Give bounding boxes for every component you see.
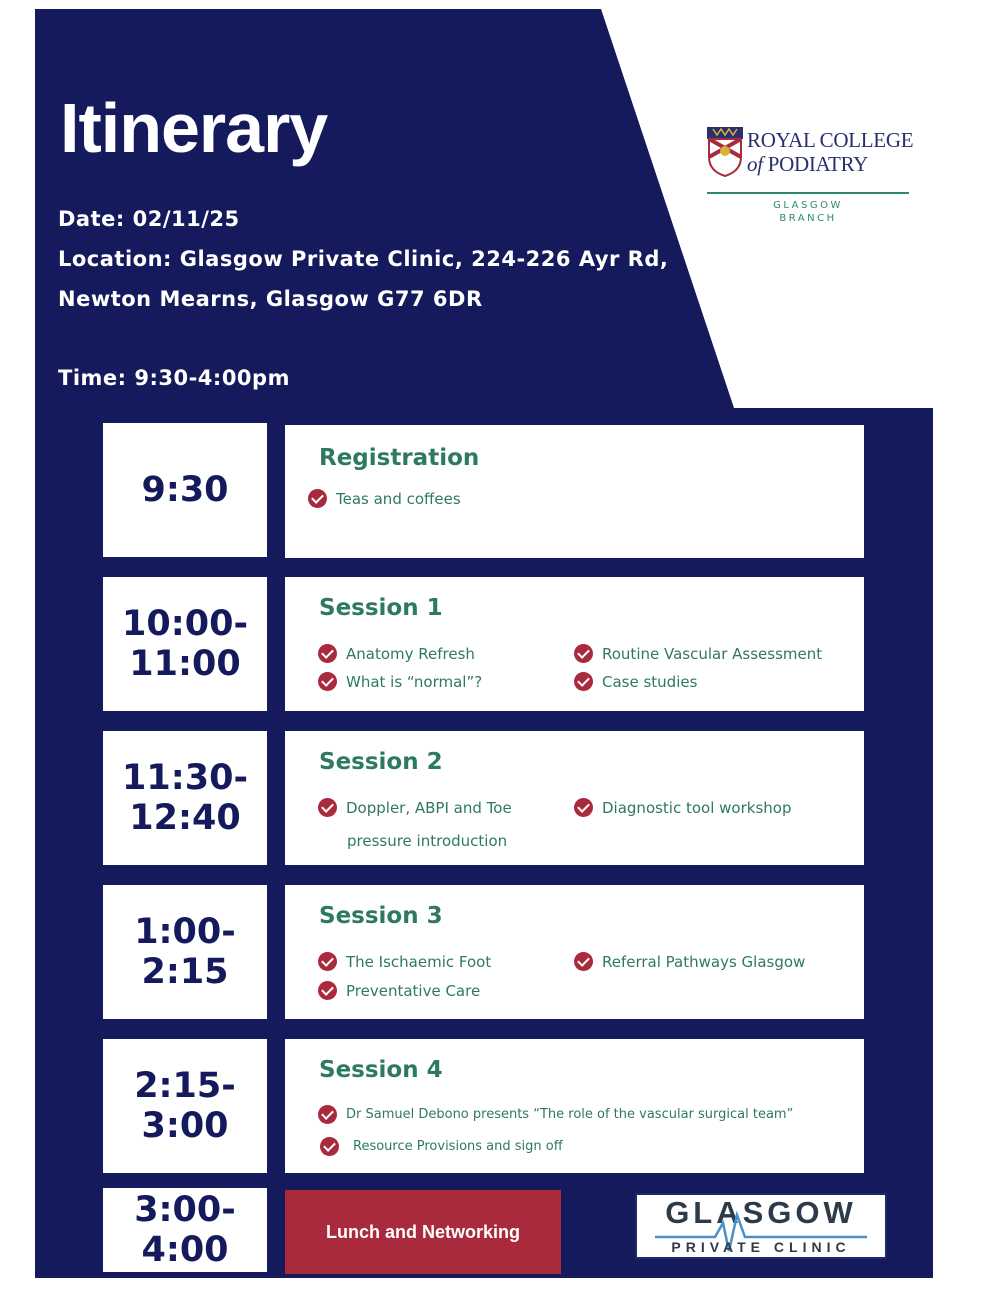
list-item: Resource Provisions and sign off (320, 1137, 563, 1156)
lunch-networking-banner: Lunch and Networking (285, 1190, 561, 1274)
event-location-line2: Newton Mearns, Glasgow G77 6DR (58, 287, 483, 311)
time-slot-registration (103, 423, 267, 557)
session-title: Session 2 (319, 749, 443, 775)
check-circle-icon (318, 798, 337, 817)
session-title: Registration (319, 445, 480, 471)
rcp-branch-line2: BRANCH (779, 213, 837, 224)
list-item: Preventative Care (318, 981, 480, 1000)
session-card-session-3 (285, 885, 864, 1019)
royal-college-podiatry-logo (705, 125, 914, 230)
time-label-end: 4:00 (141, 1230, 229, 1270)
list-item: Routine Vascular Assessment (574, 644, 822, 663)
time-slot-session-1 (103, 577, 267, 711)
time-label-end: 12:40 (129, 798, 241, 838)
list-item: Anatomy Refresh (318, 644, 475, 663)
time-slot-lunch (103, 1188, 267, 1272)
time-label-start: 1:00- (134, 912, 236, 952)
time-label-start: 2:15- (134, 1066, 236, 1106)
list-item: Referral Pathways Glasgow (574, 952, 805, 971)
list-item: Case studies (574, 672, 697, 691)
list-item: Doppler, ABPI and Toe (318, 798, 512, 817)
check-circle-icon (574, 952, 593, 971)
time-slot-session-2 (103, 731, 267, 865)
session-title: Session 1 (319, 595, 443, 621)
gpc-word2: PRIVATE CLINIC (671, 1239, 851, 1255)
time-label-end: 2:15 (141, 952, 229, 992)
time-label-end: 11:00 (129, 644, 241, 684)
list-item: The Ischaemic Foot (318, 952, 491, 971)
list-item: Dr Samuel Debono presents “The role of the vascular surgical team” (318, 1105, 793, 1124)
list-item: Teas and coffees (308, 489, 461, 508)
list-item: What is “normal”? (318, 672, 482, 691)
time-label-start: 10:00- (122, 604, 248, 644)
check-circle-icon (318, 672, 337, 691)
list-item: Diagnostic tool workshop (574, 798, 792, 817)
check-circle-icon (574, 644, 593, 663)
rcp-branch-line1: GLASGOW (773, 200, 843, 211)
check-circle-icon (574, 798, 593, 817)
session-card-session-4 (285, 1039, 864, 1173)
check-circle-icon (318, 1105, 337, 1124)
time-label-end: 3:00 (141, 1106, 229, 1146)
check-circle-icon (574, 672, 593, 691)
session-title: Session 4 (319, 1057, 443, 1083)
event-date: Date: 02/11/25 (58, 207, 240, 231)
session-title: Session 3 (319, 903, 443, 929)
session-card-session-2 (285, 731, 864, 865)
time-label-start: 11:30- (122, 758, 248, 798)
time-label: 9:30 (141, 470, 229, 510)
gpc-word1: GLASGOW (665, 1195, 857, 1230)
session-card-session-1 (285, 577, 864, 711)
check-circle-icon (320, 1137, 339, 1156)
logo-divider (707, 192, 909, 194)
list-item-continuation: pressure introduction (347, 832, 508, 850)
rcp-name-of: of (747, 152, 763, 176)
event-time: Time: 9:30-4:00pm (58, 366, 290, 390)
time-label-start: 3:00- (134, 1190, 236, 1230)
rcp-name-line2: PODIATRY (767, 152, 868, 176)
check-circle-icon (308, 489, 327, 508)
crest-icon (707, 127, 743, 177)
time-slot-session-3 (103, 885, 267, 1019)
check-circle-icon (318, 644, 337, 663)
event-location-line1: Location: Glasgow Private Clinic, 224-226 Ayr Rd, (58, 247, 669, 271)
session-card-registration (285, 425, 864, 558)
page-title: Itinerary (60, 89, 328, 167)
time-slot-session-4 (103, 1039, 267, 1173)
check-circle-icon (318, 952, 337, 971)
rcp-name-line1: ROYAL COLLEGE (747, 128, 914, 152)
glasgow-private-clinic-logo (635, 1193, 887, 1259)
check-circle-icon (318, 981, 337, 1000)
